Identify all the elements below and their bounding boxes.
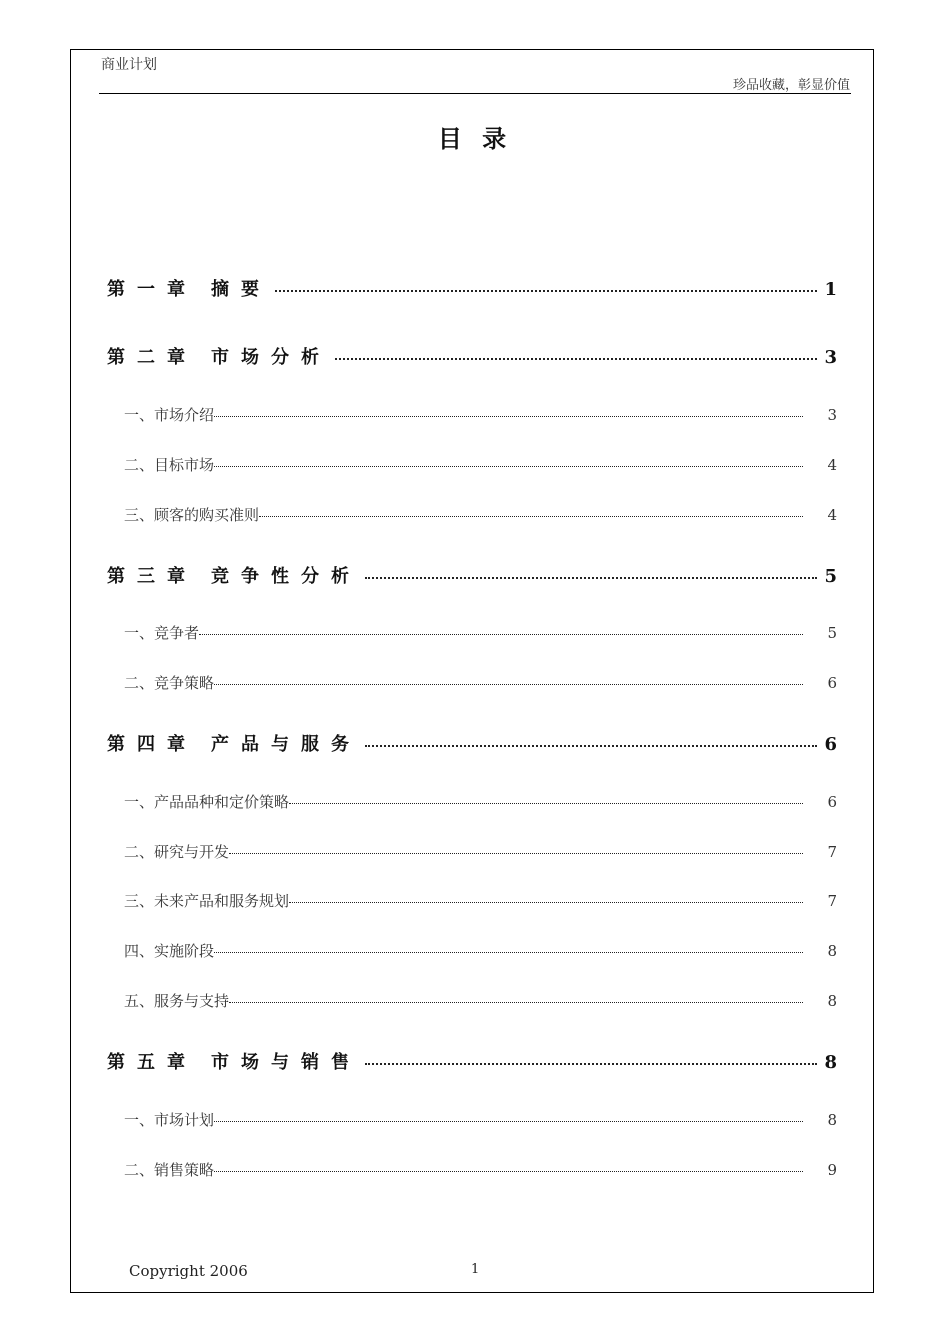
chapter-page-number: 1 [824, 279, 837, 300]
section-title: 三、未来产品和服务规划 [124, 892, 290, 910]
chapter-title: 市场与销售 [211, 1052, 361, 1073]
section-page-number: 9 [827, 1161, 837, 1179]
section-page-number: 6 [827, 674, 837, 692]
section-title: 一、市场计划 [124, 1111, 215, 1129]
toc-section[interactable] [124, 672, 837, 693]
chapter-title: 竞争性分析 [211, 566, 361, 587]
footer-page-number: 1 [471, 1262, 480, 1277]
toc-leader [229, 853, 803, 854]
section-title: 一、产品品种和定价策略 [124, 793, 290, 811]
toc-leader [214, 952, 803, 953]
toc-section[interactable] [124, 1109, 837, 1130]
toc-leader [214, 1121, 803, 1122]
header-divider [99, 93, 851, 94]
toc-leader [365, 577, 817, 579]
chapter-number: 第五章 [107, 1052, 197, 1073]
toc-leader [259, 516, 803, 517]
toc-section[interactable] [124, 1159, 837, 1180]
toc-section[interactable] [124, 990, 837, 1011]
toc-chapter-5[interactable] [107, 1048, 837, 1074]
chapter-number: 第一章 [107, 279, 197, 300]
toc-leader [214, 684, 803, 685]
toc-section[interactable] [124, 622, 837, 643]
section-page-number: 3 [827, 406, 837, 424]
section-page-number: 5 [827, 624, 837, 642]
toc-leader [199, 634, 803, 635]
section-page-number: 4 [827, 456, 837, 474]
toc-leader [214, 466, 803, 467]
section-page-number: 4 [827, 506, 837, 524]
chapter-number: 第二章 [107, 347, 197, 368]
toc-leader [214, 1171, 803, 1172]
toc-section[interactable] [124, 890, 837, 911]
chapter-number: 第四章 [107, 734, 197, 755]
chapter-page-number: 5 [824, 566, 837, 587]
toc-leader [365, 745, 817, 747]
chapter-page-number: 8 [824, 1052, 837, 1073]
section-page-number: 7 [827, 843, 837, 861]
toc-chapter-2[interactable] [107, 343, 837, 369]
chapter-title: 摘要 [211, 279, 271, 300]
toc-leader [335, 358, 817, 360]
chapter-page-number: 6 [824, 734, 837, 755]
toc-section[interactable] [124, 841, 837, 862]
section-title: 一、市场介绍 [124, 406, 215, 424]
section-page-number: 8 [827, 1111, 837, 1129]
section-page-number: 8 [827, 942, 837, 960]
toc-chapter-1[interactable] [107, 275, 837, 301]
section-page-number: 8 [827, 992, 837, 1010]
toc-title: 目 录 [437, 124, 513, 153]
section-page-number: 7 [827, 892, 837, 910]
chapter-number: 第三章 [107, 566, 197, 587]
chapter-page-number: 3 [824, 347, 837, 368]
chapter-title: 市场分析 [211, 347, 331, 368]
section-title: 二、竞争策略 [124, 674, 215, 692]
section-title: 五、服务与支持 [124, 992, 230, 1010]
section-title: 二、销售策略 [124, 1161, 215, 1179]
toc-chapter-3[interactable] [107, 562, 837, 588]
toc-section[interactable] [124, 791, 837, 812]
toc-leader [229, 1002, 803, 1003]
header-title: 商业计划 [101, 57, 157, 73]
section-title: 四、实施阶段 [124, 942, 215, 960]
toc-section[interactable] [124, 504, 837, 525]
toc-section[interactable] [124, 404, 837, 425]
toc-leader [214, 416, 803, 417]
toc-leader [365, 1063, 817, 1065]
chapter-title: 产品与服务 [211, 734, 361, 755]
toc-chapter-4[interactable] [107, 730, 837, 756]
toc-leader [289, 902, 803, 903]
toc-section[interactable] [124, 454, 837, 475]
toc-leader [289, 803, 803, 804]
header-slogan: 珍品收藏，彰显价值 [732, 78, 850, 93]
toc-leader [275, 290, 817, 292]
footer-copyright: Copyright 2006 [129, 1262, 248, 1280]
section-title: 二、目标市场 [124, 456, 215, 474]
section-page-number: 6 [827, 793, 837, 811]
toc-section[interactable] [124, 940, 837, 961]
section-title: 二、研究与开发 [124, 843, 230, 861]
page-border [70, 49, 874, 1293]
section-title: 一、竞争者 [124, 624, 200, 642]
section-title: 三、顾客的购买准则 [124, 506, 260, 524]
